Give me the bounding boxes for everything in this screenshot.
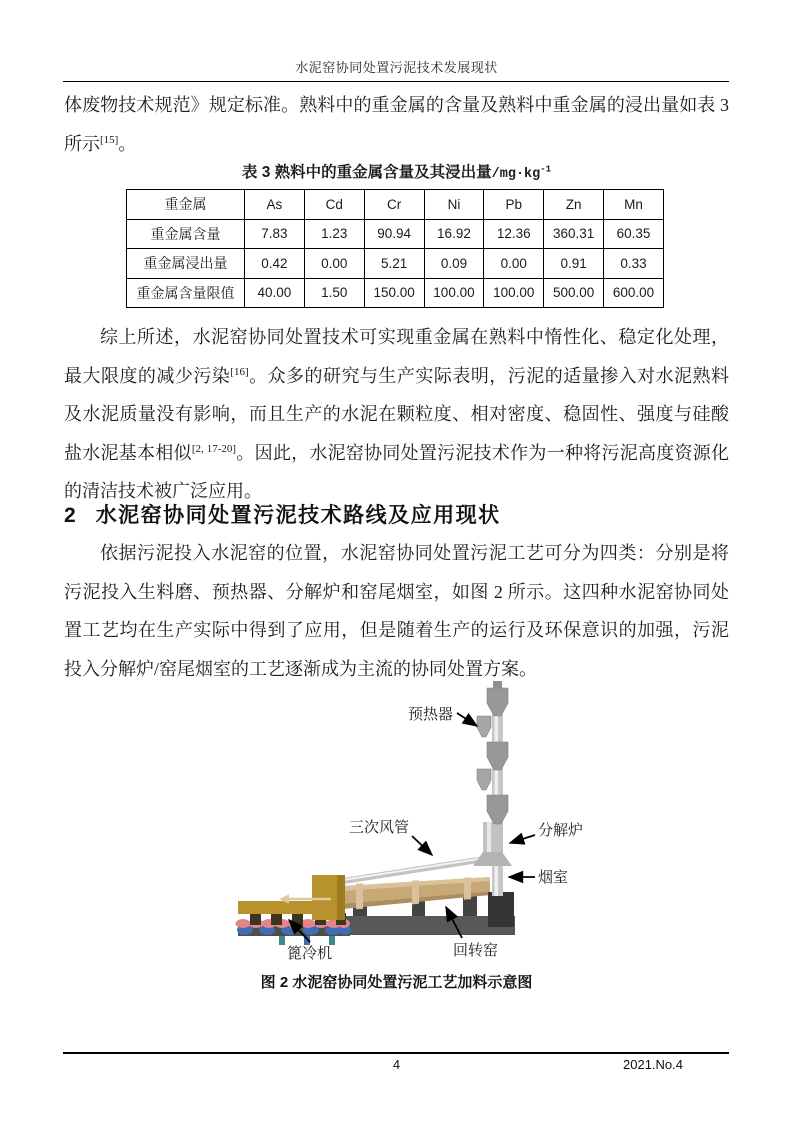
figure-caption: 图 2 水泥窑协同处置污泥工艺加料示意图 xyxy=(260,974,533,991)
arrow-preheater xyxy=(457,713,477,726)
table-header-cell: Ni xyxy=(424,190,484,220)
running-header-title: 水泥窑协同处置污泥技术发展现状 xyxy=(295,60,498,75)
table-cell: 0.00 xyxy=(484,249,544,279)
table-header-cell: Pb xyxy=(484,190,544,220)
table-unit: $/mg\cdot kg^{-1}$ xyxy=(491,164,552,182)
table-cell: 1.23 xyxy=(304,219,364,249)
label-preheater: 预热器 xyxy=(407,707,453,723)
grate-cooler-shape xyxy=(236,875,352,945)
table-cell: 600.00 xyxy=(604,278,664,308)
row-label: 重金属含量限值 xyxy=(127,278,245,308)
table-cell: 60.35 xyxy=(604,219,664,249)
label-grate-cooler: 篦冷机 xyxy=(287,946,333,962)
table-cell: 1.50 xyxy=(304,278,364,308)
table-header-cell: As xyxy=(245,190,305,220)
header-rule xyxy=(63,81,729,82)
table-header-cell: Cr xyxy=(364,190,424,220)
table-header-cell: Zn xyxy=(544,190,604,220)
table-cell: 0.33 xyxy=(604,249,664,279)
footer-page-number: 4 xyxy=(392,1057,401,1072)
preheater-tower-shape xyxy=(473,681,512,896)
table-cell: 360.31 xyxy=(544,219,604,249)
row-label: 重金属浸出量 xyxy=(127,249,245,279)
figure-2 xyxy=(225,680,645,972)
calciner-skirt xyxy=(473,852,512,866)
running-header xyxy=(0,57,793,76)
paragraph-3: 依据污泥投入水泥窑的位置，水泥窑协同处置污泥工艺可分为四类：分别是将污泥投入生料磨、预热器、分解炉和窑尾烟室，如图 2 所示。这四种水泥窑协同处置工艺均在生产实际中得到了应用，但是随着生产的运行及环保意识的加强，污泥投入分解炉/窑尾烟室的工艺逐渐成为主流的协同处置方案。 xyxy=(64,543,729,679)
label-rotary-kiln: 回转窑 xyxy=(453,943,499,959)
figure-diagram xyxy=(225,680,645,972)
arrow-calciner xyxy=(510,835,535,843)
heavy-metal-table xyxy=(126,189,664,308)
table-header-cell: Cd xyxy=(304,190,364,220)
table-cell: 16.92 xyxy=(424,219,484,249)
row-label: 重金属含量 xyxy=(127,219,245,249)
citation-2-17-20: [2, 17-20] xyxy=(191,442,237,455)
table-cell: 12.36 xyxy=(484,219,544,249)
section-number: 2 xyxy=(64,504,76,527)
table-cell: 0.42 xyxy=(245,249,305,279)
section-title: 水泥窑协同处置污泥技术路线及应用现状 xyxy=(95,504,501,527)
table-cell: 150.00 xyxy=(364,278,424,308)
section-heading xyxy=(64,499,501,529)
table-cell: 0.00 xyxy=(304,249,364,279)
table-row xyxy=(127,278,664,308)
table-row xyxy=(127,249,664,279)
table-cell: 7.83 xyxy=(245,219,305,249)
tertiary-air-duct-shape xyxy=(343,857,491,881)
citation-16: [16] xyxy=(230,365,249,378)
paragraph-1: 体废物技术规范》规定标准。熟料中的重金属的含量及熟料中重金属的浸出量如表 3 所示[15]。 xyxy=(64,95,729,154)
kiln-inlet-block xyxy=(488,892,514,927)
table-cell: 500.00 xyxy=(544,278,604,308)
label-calciner: 分解炉 xyxy=(538,823,584,839)
table-cell: 40.00 xyxy=(245,278,305,308)
paragraph-2: 综上所述，水泥窑协同处置技术可实现重金属在熟料中惰性化、稳定化处理，最大限度的减少污染[16]。众多的研究与生产实际表明，污泥的适量掺入对水泥熟料及水泥质量没有影响，而且生产的水泥在颗粒度、相对密度、稳固性、强度与硅酸盐水泥基本相似[2, 17-20]。因此，水泥窑协同处置污泥技术作为一种将污泥高度资源化的清洁技术被广泛应用。 xyxy=(64,327,730,501)
label-smoke-chamber: 烟室 xyxy=(538,870,569,886)
footer-rule xyxy=(63,1052,729,1054)
footer-issue: 2021.No.4 xyxy=(623,1057,683,1072)
cooler-gold-bar xyxy=(238,901,315,914)
table-row xyxy=(127,219,664,249)
arrow-tertiary-air-duct xyxy=(412,836,432,855)
table-cell: 100.00 xyxy=(484,278,544,308)
cooler-legs xyxy=(279,936,335,945)
label-tertiary-air-duct: 三次风管 xyxy=(348,820,409,836)
citation-15: [15] xyxy=(100,133,119,146)
table-cell: 0.09 xyxy=(424,249,484,279)
table-cell: 90.94 xyxy=(364,219,424,249)
table-title: 表 3 熟料中的重金属含量及其浸出量$/mg\cdot kg^{-1}$ xyxy=(241,164,552,182)
table-header-cell: 重金属 xyxy=(127,190,245,220)
table-cell: 0.91 xyxy=(544,249,604,279)
table-cell: 5.21 xyxy=(364,249,424,279)
table-header-cell: Mn xyxy=(604,190,664,220)
cyclones xyxy=(477,688,508,824)
table-header-row xyxy=(127,190,664,220)
table-cell: 100.00 xyxy=(424,278,484,308)
